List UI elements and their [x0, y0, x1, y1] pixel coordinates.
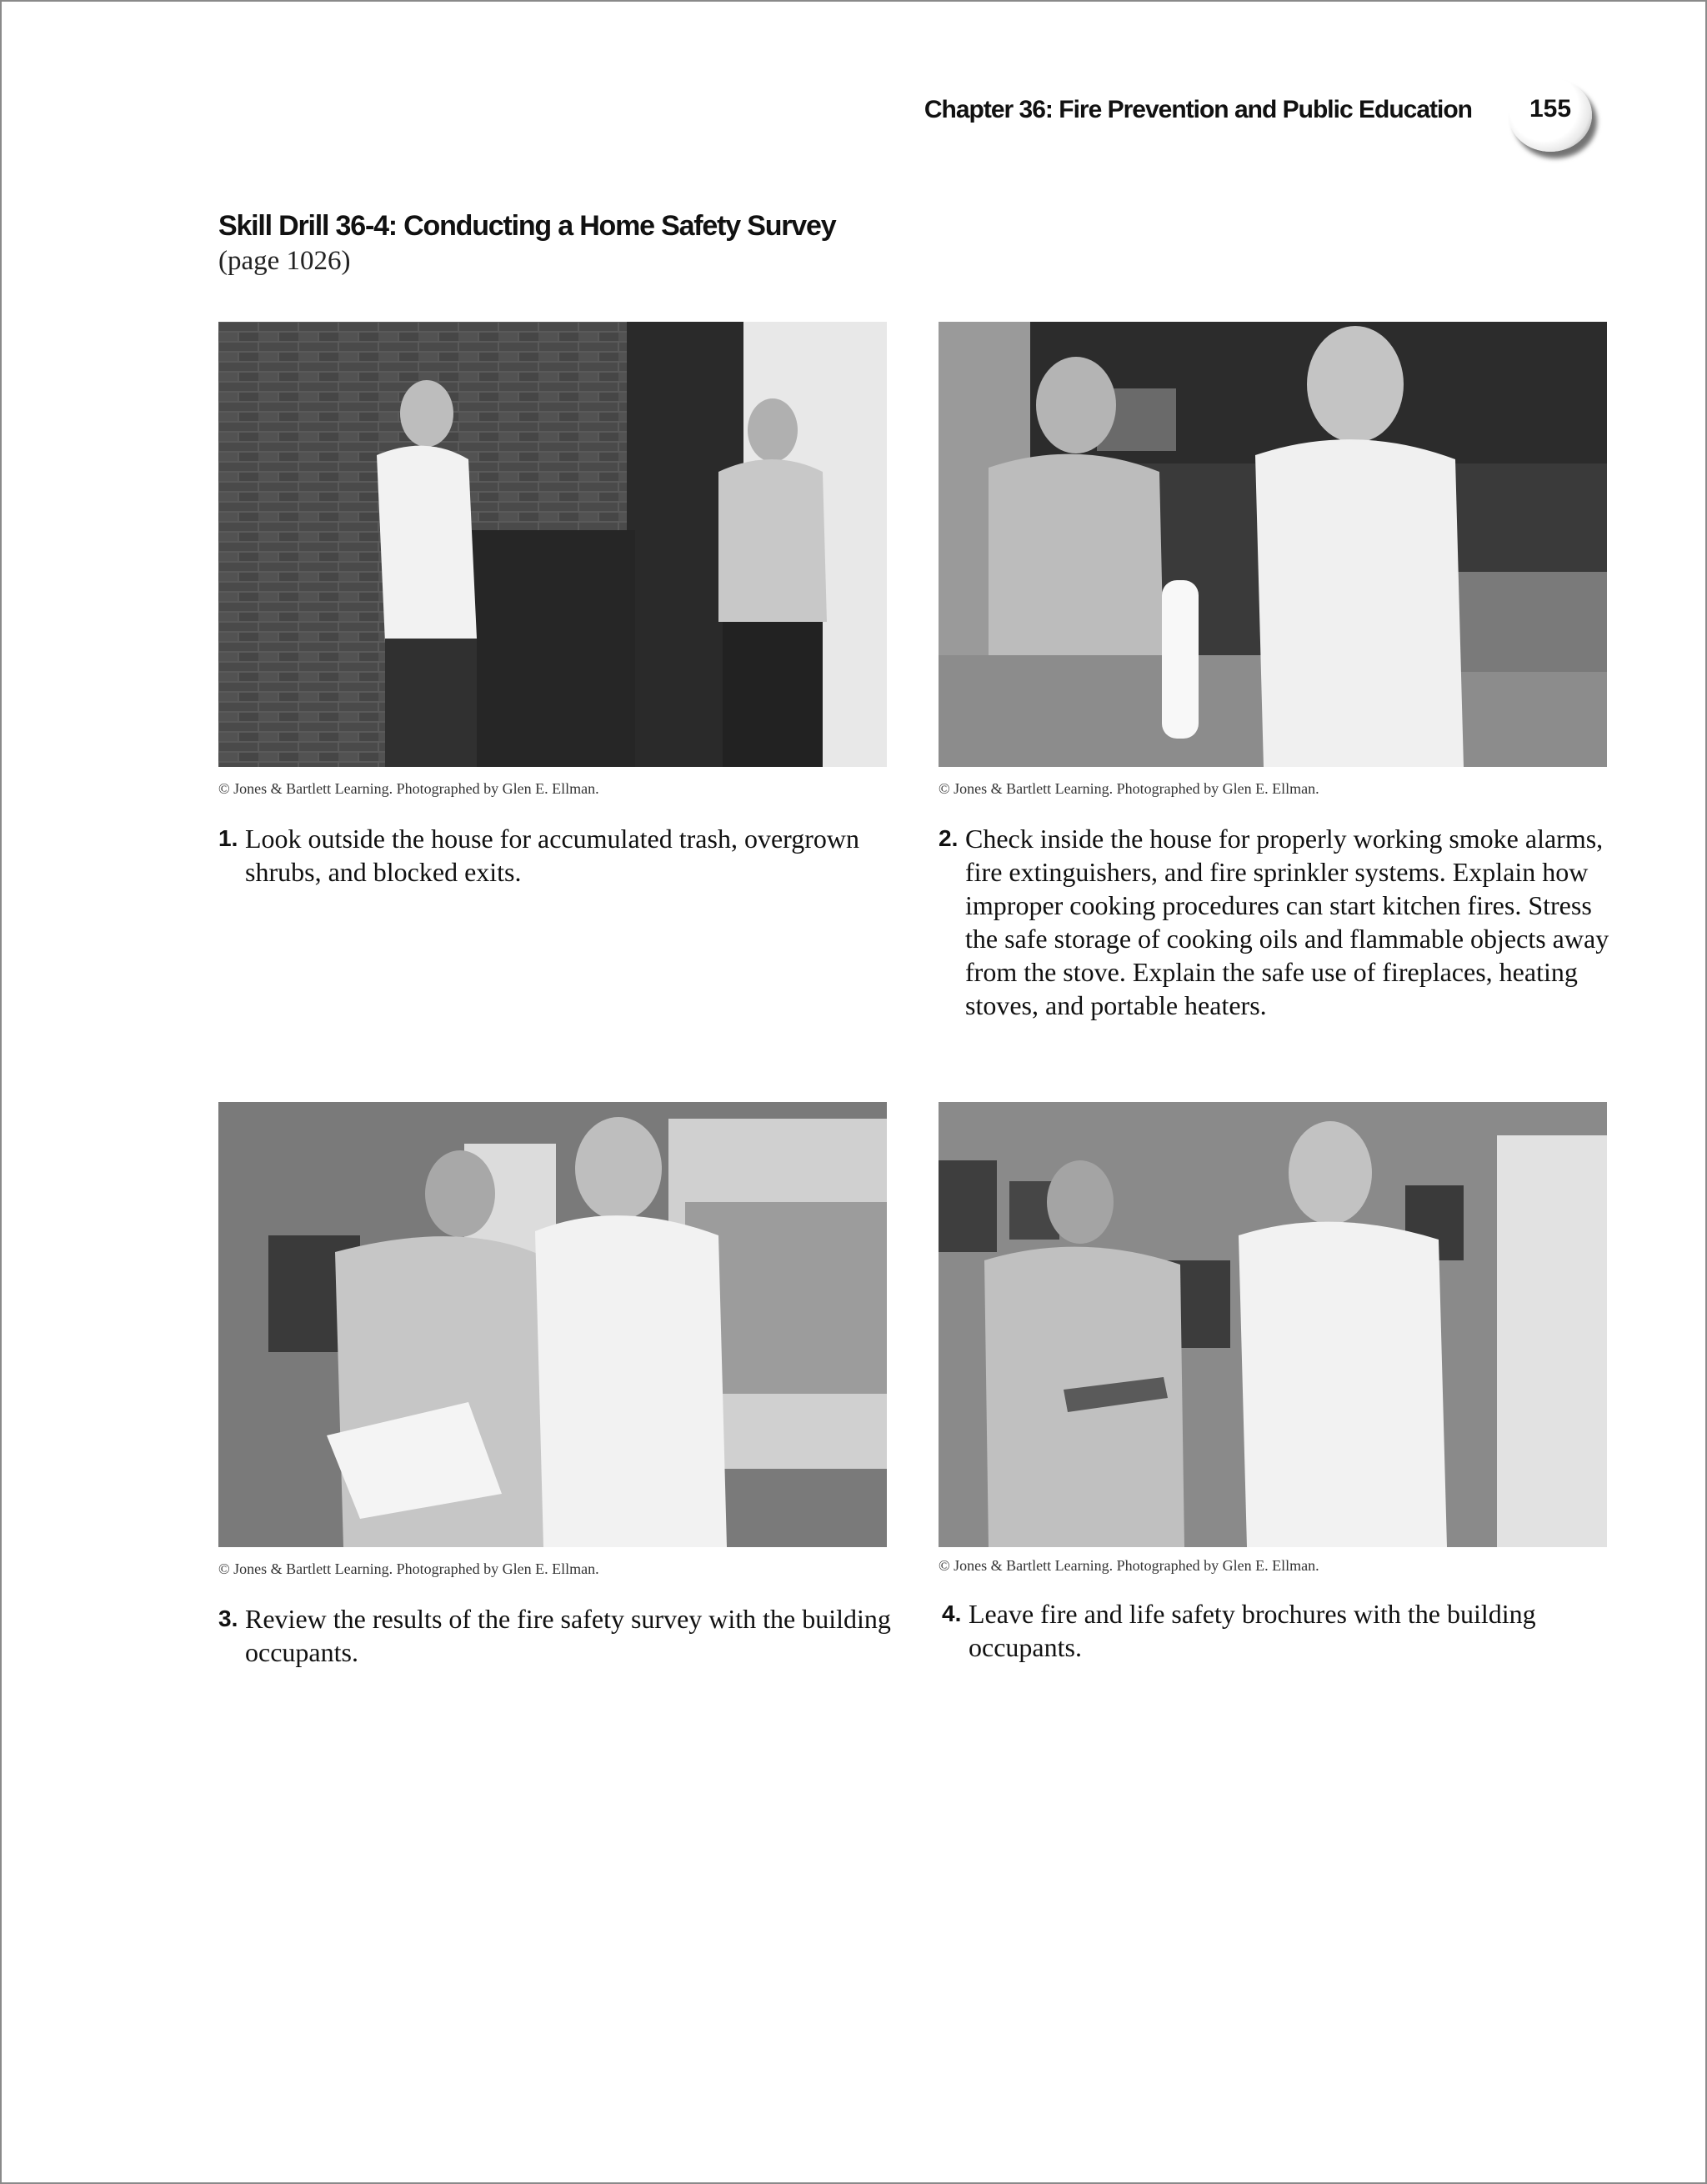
step-4-photo-credit: © Jones & Bartlett Learning. Photographed by Glen E. Ellman. [939, 1557, 1319, 1574]
step-2-photo [939, 322, 1607, 767]
step-2 [939, 822, 1614, 1022]
step-2-number: 2. [939, 825, 959, 851]
step-2-text: Check inside the house for properly working smoke alarms, fire extinguishers, and fire sprinkler systems. Explain how improper cooking procedures can start kitchen fires. Stress the safe storage of cooking oils and flammable objects away from the stove. Explain the safe use of fireplaces, heating stoves, and portable heaters. [965, 824, 1609, 1020]
step-4-number: 4. [942, 1600, 962, 1626]
step-4-photo [939, 1102, 1607, 1547]
step-4-text: Leave fire and life safety brochures with the building occupants. [969, 1599, 1536, 1662]
step-3 [218, 1602, 894, 1669]
step-1-photo-credit: © Jones & Bartlett Learning. Photographed by Glen E. Ellman. [218, 780, 599, 797]
skill-drill-page-ref: (page 1026) [218, 246, 351, 276]
step-1-number: 1. [218, 825, 238, 851]
step-4 [942, 1597, 1617, 1664]
step-3-photo [218, 1102, 887, 1547]
running-head: Chapter 36: Fire Prevention and Public Education [924, 96, 1472, 123]
step-1 [218, 822, 894, 889]
step-1-text: Look outside the house for accumulated trash, overgrown shrubs, and blocked exits. [245, 824, 859, 887]
step-3-photo-credit: © Jones & Bartlett Learning. Photographed by Glen E. Ellman. [218, 1560, 599, 1577]
step-2-photo-credit: © Jones & Bartlett Learning. Photographed by Glen E. Ellman. [939, 780, 1319, 797]
step-1-photo [218, 322, 887, 767]
step-3-number: 3. [218, 1605, 238, 1631]
page-number: 155 [1529, 95, 1572, 123]
step-3-text: Review the results of the fire safety survey with the building occupants. [245, 1604, 891, 1667]
skill-drill-title: Skill Drill 36-4: Conducting a Home Safety Survey [218, 210, 836, 242]
